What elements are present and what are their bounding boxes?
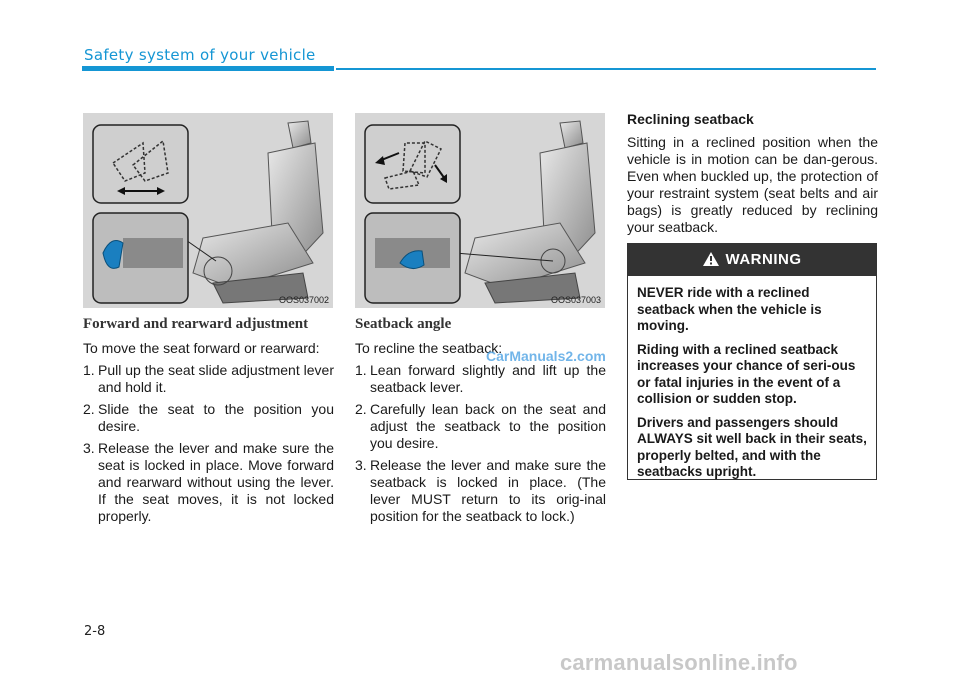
- watermark-overlay: CarManuals2.com: [486, 348, 606, 364]
- list-item: [83, 401, 334, 435]
- figure-code: OOS037002: [278, 295, 329, 305]
- step-text: Release the lever and make sure the seat is locked in place. Move forward and rearward without using the lever. If the seat moves, it is not locked properly.: [98, 440, 334, 524]
- heading-seatback-angle: Seatback angle: [355, 316, 452, 332]
- seatback-illustration: [355, 113, 605, 308]
- steps-list: [355, 362, 606, 525]
- step-number: 3.: [83, 440, 95, 456]
- step-text: Lean forward slightly and lift up the seatback lever.: [370, 362, 606, 395]
- seat-slide-illustration: [83, 113, 333, 308]
- header-rule-thick: [82, 66, 334, 71]
- column-forward-rearward: [83, 316, 334, 530]
- step-text: Slide the seat to the position you desire.: [98, 401, 334, 434]
- intro-text: To recline the seatback:: [355, 340, 503, 356]
- warning-header: [628, 244, 876, 276]
- step-text: Pull up the seat slide adjustment lever and hold it.: [98, 362, 334, 395]
- warning-box: [627, 243, 877, 480]
- intro-text: To move the seat forward or rearward:: [83, 340, 320, 356]
- figure-seatback-angle: [355, 113, 605, 308]
- column-reclining-seatback: [627, 111, 878, 241]
- warning-paragraph: Riding with a reclined seatback increases your chance of seri-ous or fatal injuries in the event of a collision or sudden stop.: [637, 341, 856, 406]
- step-number: 3.: [355, 457, 367, 473]
- steps-list: [83, 362, 334, 525]
- step-number: 2.: [355, 401, 367, 417]
- figure-code: OOS037003: [550, 295, 601, 305]
- header-rule-thin: [336, 68, 876, 70]
- list-item: [355, 457, 606, 525]
- page-number: 2-8: [84, 624, 106, 639]
- watermark-site: carmanualsonline.info: [560, 650, 798, 675]
- warning-paragraph: NEVER ride with a reclined seatback when the vehicle is moving.: [637, 285, 822, 333]
- list-item: [83, 440, 334, 525]
- reclining-text: Sitting in a reclined position when the vehicle is in motion can be dan-gerous. Even when buckled up, the protection of your restraint system (seat belts and air bags) is greatly reduced by reclining your seatback.: [627, 134, 878, 235]
- section-title: Safety system of your vehicle: [84, 46, 316, 64]
- step-number: 1.: [355, 362, 367, 378]
- warning-triangle-icon: [703, 246, 719, 278]
- list-item: [355, 362, 606, 396]
- warning-paragraph: Drivers and passengers should ALWAYS sit well back in their seats, properly belted, and with the seatbacks upright.: [637, 414, 867, 479]
- warning-title: WARNING: [725, 251, 802, 268]
- step-number: 1.: [83, 362, 95, 378]
- heading-reclining-seatback: Reclining seatback: [627, 111, 754, 127]
- step-text: Release the lever and make sure the seatback is locked in place. (The lever MUST return to its orig-inal position for the seatback to lock.): [370, 457, 606, 524]
- warning-body: [628, 276, 876, 481]
- figure-seat-slide: [83, 113, 333, 308]
- list-item: [83, 362, 334, 396]
- step-number: 2.: [83, 401, 95, 417]
- step-text: Carefully lean back on the seat and adjust the seatback to the position you desire.: [370, 401, 606, 451]
- heading-forward-rearward: Forward and rearward adjustment: [83, 316, 309, 332]
- list-item: [355, 401, 606, 452]
